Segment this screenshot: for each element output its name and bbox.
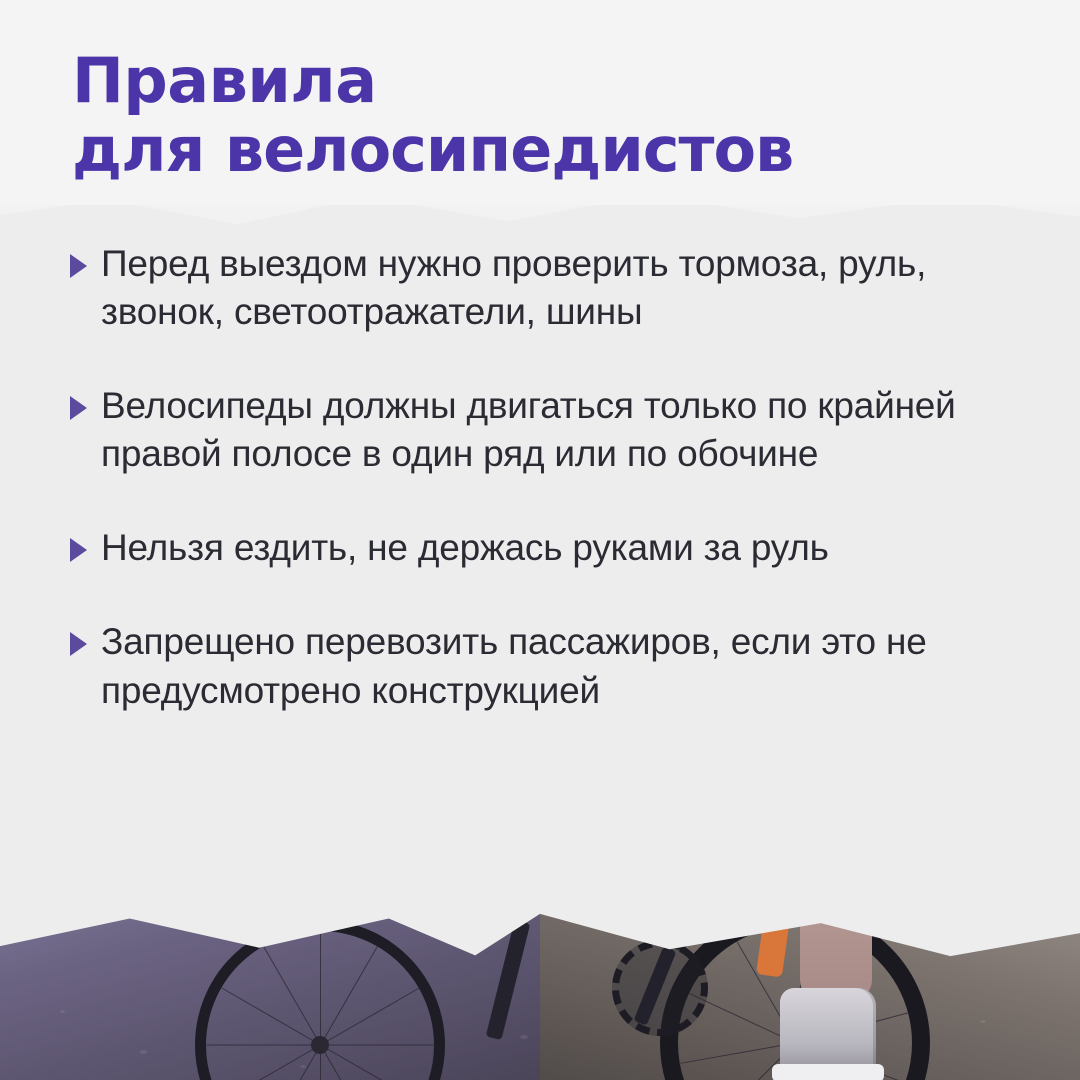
- asphalt-speck: [140, 1050, 147, 1054]
- list-item: [70, 618, 1032, 714]
- asphalt-speck: [60, 1010, 65, 1013]
- list-item: [70, 382, 1032, 478]
- triangle-right-icon: [70, 632, 87, 656]
- page-title-line1: Правила: [72, 44, 377, 117]
- page-title: [72, 46, 793, 185]
- list-item: [70, 240, 1032, 336]
- triangle-right-icon: [70, 254, 87, 278]
- triangle-right-icon: [70, 538, 87, 562]
- asphalt-speck: [520, 1035, 528, 1039]
- list-item-label: Нельзя ездить, не держась руками за руль: [101, 527, 829, 569]
- rules-list: [70, 240, 1032, 715]
- list-item-label: Перед выездом нужно проверить тормоза, руль, звонок, светоотражатели, шины: [101, 243, 927, 333]
- header: [0, 0, 1080, 205]
- triangle-right-icon: [70, 396, 87, 420]
- wheel-spokes: [206, 931, 434, 1080]
- bicycle-front-wheel: [195, 920, 445, 1080]
- page-title-line2: для велосипедистов: [72, 113, 794, 187]
- list-item-label: Запрещено перевозить пассажиров, если это не предусмотрено конструкцией: [101, 621, 927, 711]
- asphalt-speck: [980, 1020, 986, 1023]
- list-item: [70, 524, 1032, 572]
- wheel-hub: [311, 1036, 329, 1054]
- cyclist-shoe-sole: [772, 1064, 884, 1080]
- list-item-label: Велосипеды должны двигаться только по крайней правой полосе в один ряд или по обочине: [101, 385, 956, 475]
